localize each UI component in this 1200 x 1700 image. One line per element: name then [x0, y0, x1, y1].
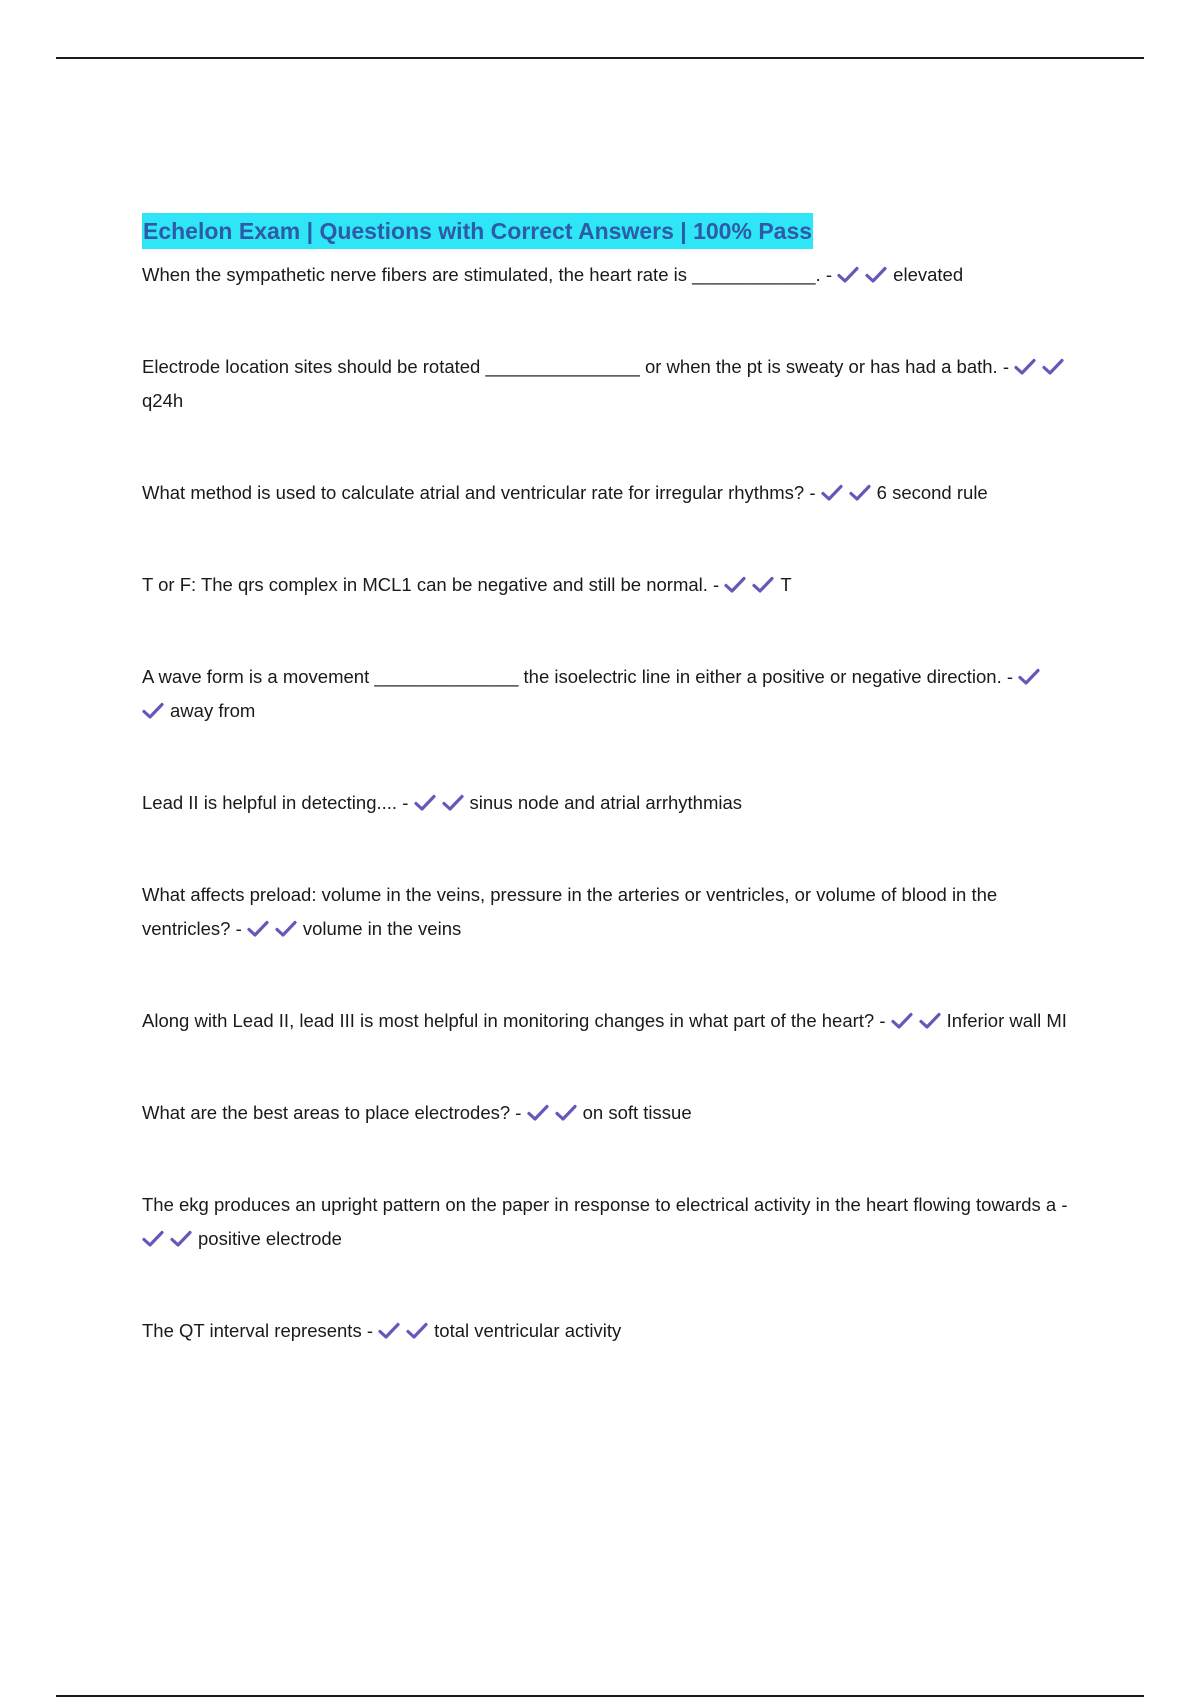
question-text: What are the best areas to place electrodes? -	[142, 1102, 522, 1123]
qa-item	[142, 350, 1072, 418]
check-mark-icon	[527, 1104, 549, 1122]
question-text: Electrode location sites should be rotated _______________ or when the pt is sweaty or has had a bath. -	[142, 356, 1009, 377]
question-text: A wave form is a movement ______________ the isoelectric line in either a positive or negative direction. -	[142, 666, 1014, 687]
check-mark-icon	[275, 920, 297, 938]
answer-text: total ventricular activity	[434, 1320, 622, 1341]
answer-text: volume in the veins	[302, 918, 462, 939]
answer-text: Inferior wall MI	[946, 1010, 1067, 1031]
check-mark-icon	[865, 266, 887, 284]
question-text: When the sympathetic nerve fibers are stimulated, the heart rate is ____________. -	[142, 264, 833, 285]
check-mark-icon	[142, 702, 164, 720]
answer-text: q24h	[142, 390, 184, 411]
check-mark-icon	[406, 1322, 428, 1340]
question-text: The QT interval represents -	[142, 1320, 373, 1341]
question-text: The ekg produces an upright pattern on the paper in response to electrical activity in the heart flowing towards a -	[142, 1194, 1068, 1215]
qa-item	[142, 1096, 1072, 1130]
qa-list	[142, 258, 1072, 1348]
check-mark-icon	[724, 576, 746, 594]
header-rule	[56, 57, 1144, 59]
qa-item	[142, 660, 1072, 728]
answer-text: elevated	[893, 264, 964, 285]
check-mark-icon	[142, 1230, 164, 1248]
answer-text: T	[780, 574, 792, 595]
qa-item	[142, 1188, 1072, 1256]
check-mark-icon	[414, 794, 436, 812]
check-mark-icon	[170, 1230, 192, 1248]
answer-text: on soft tissue	[582, 1102, 692, 1123]
question-text: What method is used to calculate atrial and ventricular rate for irregular rhythms? -	[142, 482, 816, 503]
check-mark-icon	[752, 576, 774, 594]
check-mark-icon	[837, 266, 859, 284]
qa-item	[142, 568, 1072, 602]
check-mark-icon	[442, 794, 464, 812]
question-text: Along with Lead II, lead III is most helpful in monitoring changes in what part of the heart? -	[142, 1010, 886, 1031]
check-mark-icon	[1042, 358, 1064, 376]
document-title: Echelon Exam | Questions with Correct Answers | 100% Pass	[142, 213, 813, 249]
check-mark-icon	[891, 1012, 913, 1030]
check-mark-icon	[1018, 668, 1040, 686]
qa-item	[142, 476, 1072, 510]
qa-item	[142, 1004, 1072, 1038]
answer-text: 6 second rule	[876, 482, 988, 503]
qa-item	[142, 1314, 1072, 1348]
check-mark-icon	[821, 484, 843, 502]
check-mark-icon	[849, 484, 871, 502]
answer-text: sinus node and atrial arrhythmias	[469, 792, 743, 813]
question-text: T or F: The qrs complex in MCL1 can be negative and still be normal. -	[142, 574, 720, 595]
qa-item	[142, 258, 1072, 292]
check-mark-icon	[919, 1012, 941, 1030]
check-mark-icon	[555, 1104, 577, 1122]
question-text: Lead II is helpful in detecting.... -	[142, 792, 409, 813]
answer-text: away from	[170, 700, 256, 721]
qa-item	[142, 786, 1072, 820]
answer-text: positive electrode	[198, 1228, 342, 1249]
check-mark-icon	[1014, 358, 1036, 376]
check-mark-icon	[247, 920, 269, 938]
check-mark-icon	[378, 1322, 400, 1340]
footer-rule	[56, 1695, 1144, 1697]
qa-item	[142, 878, 1072, 946]
document-body	[142, 213, 1072, 1348]
question-text: What affects preload: volume in the veins, pressure in the arteries or ventricles, or volume of blood in the ventricles? -	[142, 884, 998, 939]
